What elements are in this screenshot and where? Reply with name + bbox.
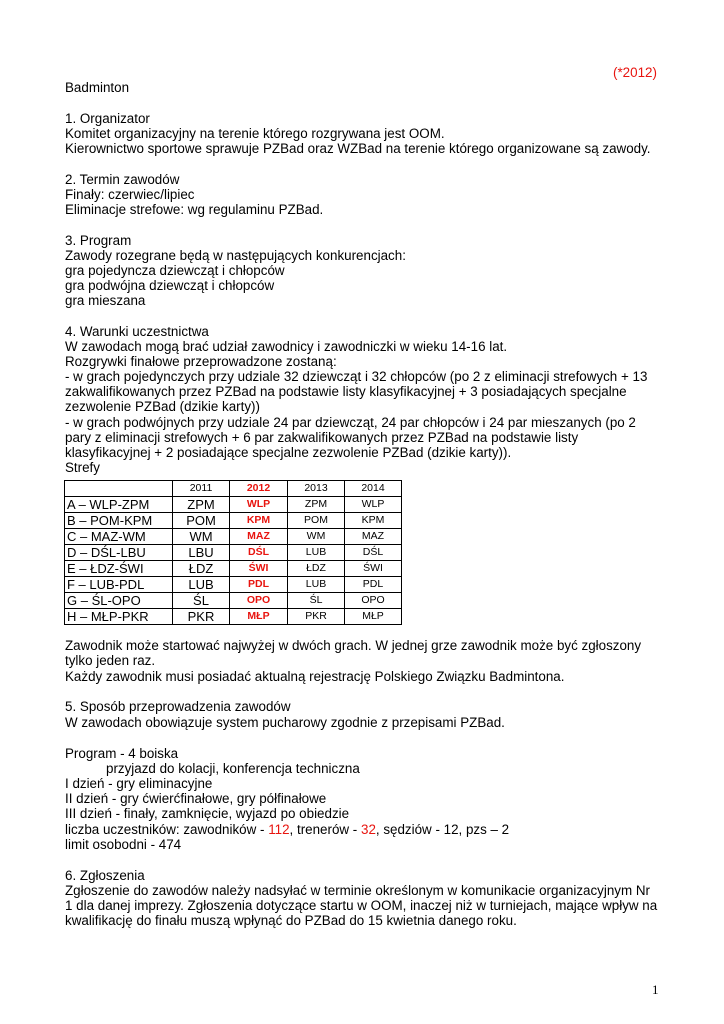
cell-2013: LUB xyxy=(288,577,345,593)
section-2-line-1: Finały: czerwiec/lipiec xyxy=(65,187,195,202)
section-6-heading: 6. Zgłoszenia xyxy=(65,868,145,883)
cell-2013: WM xyxy=(288,529,345,545)
section-3-line-1: Zawody rozegrane będą w następujących konkurencjach: xyxy=(65,248,406,263)
section-1-heading: 1. Organizator xyxy=(65,111,150,126)
cell-2014: MAZ xyxy=(345,529,402,545)
cell-2012: MAZ xyxy=(230,529,288,545)
cell-2011: ZPM xyxy=(173,497,230,513)
year-2014-header: 2014 xyxy=(345,481,402,497)
cell-2013: ZPM xyxy=(288,497,345,513)
cell-2014: WLP xyxy=(345,497,402,513)
zones-table xyxy=(64,480,402,625)
cell-2014: PDL xyxy=(345,577,402,593)
players-count: 112 xyxy=(268,822,290,837)
coaches-label: , trenerów - xyxy=(289,822,361,837)
day-2-line: II dzień - gry ćwierćfinałowe, gry półfinałowe xyxy=(65,791,327,806)
cell-2012: PDL xyxy=(230,577,288,593)
arrival-line: przyjazd do kolacji, konferencja techniczna xyxy=(106,761,360,776)
section-4-note-line: Zawodnik może startować najwyżej w dwóch grach. W jednej grze zawodnik może być zgłoszony xyxy=(65,638,642,653)
cell-2014: OPO xyxy=(345,593,402,609)
zone-name: D – DŚL-LBU xyxy=(65,545,173,561)
zone-header-cell xyxy=(65,481,173,497)
section-4-line: klasyfikacyjnej + 2 posiadające specjalne zezwolenie PZBad (dzikie karty)). xyxy=(65,445,512,460)
cell-2012: KPM xyxy=(230,513,288,529)
cell-2011: LBU xyxy=(173,545,230,561)
section-3-heading: 3. Program xyxy=(65,233,132,248)
section-5-line-1: W zawodach obowiązuje system pucharowy zgodnie z przepisami PZBad. xyxy=(65,715,505,730)
section-4-note-line: tylko jeden raz. xyxy=(65,653,156,668)
table-row xyxy=(65,513,402,529)
cell-2013: LUB xyxy=(288,545,345,561)
section-4-line: W zawodach mogą brać udział zawodnicy i zawodniczki w wieku 14-16 lat. xyxy=(65,339,508,354)
program-line: Program - 4 boiska xyxy=(65,746,179,761)
table-row xyxy=(65,497,402,513)
section-6-line-2: 1 dla danej imprezy. Zgłoszenia dotyczące startu w OOM, inaczej niż w turniejach, mające wpływ na xyxy=(65,898,658,913)
year-note: (*2012) xyxy=(613,65,657,80)
cell-2013: PKR xyxy=(288,609,345,625)
cell-2012: DŚL xyxy=(230,545,288,561)
table-row xyxy=(65,529,402,545)
table-row xyxy=(65,609,402,625)
cell-2013: ŚL xyxy=(288,593,345,609)
cell-2011: LUB xyxy=(173,577,230,593)
table-row xyxy=(65,593,402,609)
cell-2014: MŁP xyxy=(345,609,402,625)
year-2011-header: 2011 xyxy=(173,481,230,497)
year-2013-header: 2013 xyxy=(288,481,345,497)
cell-2011: ŁDZ xyxy=(173,561,230,577)
cell-2011: ŚL xyxy=(173,593,230,609)
section-4-line: zakwalifikowanych przez PZBad na podstawie listy klasyfikacyjnej + 3 posiadających specjalne xyxy=(65,384,627,399)
section-2-heading: 2. Termin zawodów xyxy=(65,172,180,187)
year-2012-header: 2012 xyxy=(230,481,288,497)
zone-name: E – ŁDZ-ŚWI xyxy=(65,561,173,577)
participants-label: liczba uczestników: zawodników - xyxy=(65,822,269,837)
table-row xyxy=(65,545,402,561)
cell-2014: ŚWI xyxy=(345,561,402,577)
document-title: Badminton xyxy=(65,80,130,95)
cell-2012: WLP xyxy=(230,497,288,513)
cell-2012: ŚWI xyxy=(230,561,288,577)
section-4-note-line: Każdy zawodnik musi posiadać aktualną rejestrację Polskiego Związku Badmintona. xyxy=(65,669,565,684)
section-3-line-2: gra pojedyncza dziewcząt i chłopców xyxy=(65,263,285,278)
zone-name: A – WLP-ZPM xyxy=(65,497,173,513)
zone-name: F – LUB-PDL xyxy=(65,577,173,593)
cell-2014: KPM xyxy=(345,513,402,529)
page-number: 1 xyxy=(652,982,659,997)
section-4-heading: 4. Warunki uczestnictwa xyxy=(65,324,209,339)
section-4-line: - w grach pojedynczych przy udziale 32 dziewcząt i 32 chłopców (po 2 z eliminacji strefowych + 13 xyxy=(65,369,648,384)
section-2-line-2: Eliminacje strefowe: wg regulaminu PZBad. xyxy=(65,202,324,217)
zones-table-header xyxy=(65,481,402,497)
zone-name: G – ŚL-OPO xyxy=(65,593,173,609)
section-5-heading: 5. Sposób przeprowadzenia zawodów xyxy=(65,699,291,714)
cell-2011: WM xyxy=(173,529,230,545)
section-4-line: pary z eliminacji strefowych + 6 par zakwalifikowanych przez PZBad na podstawie listy xyxy=(65,430,579,445)
section-1-line-1: Komitet organizacyjny na terenie którego rozgrywana jest OOM. xyxy=(65,126,445,141)
referees-label: , sędziów - 12, pzs – 2 xyxy=(375,822,510,837)
section-4-line: zezwolenie PZBad (dzikie karty)) xyxy=(65,399,260,414)
day-1-line: I dzień - gry eliminacyjne xyxy=(65,776,213,791)
zone-name: H – MŁP-PKR xyxy=(65,609,173,625)
day-3-line: III dzień - finały, zamknięcie, wyjazd po obiedzie xyxy=(65,806,350,821)
cell-2014: DŚL xyxy=(345,545,402,561)
limit-line: limit osobodni - 474 xyxy=(65,837,182,852)
cell-2013: POM xyxy=(288,513,345,529)
cell-2011: POM xyxy=(173,513,230,529)
cell-2013: ŁDZ xyxy=(288,561,345,577)
cell-2011: PKR xyxy=(173,609,230,625)
zones-label: Strefy xyxy=(65,460,100,475)
section-4-line: Rozgrywki finałowe przeprowadzone zostaną: xyxy=(65,354,337,369)
section-3-line-3: gra podwójna dziewcząt i chłopców xyxy=(65,278,275,293)
section-3-line-4: gra mieszana xyxy=(65,293,146,308)
section-6-line-3: kwalifikację do finału muszą wpłynąć do PZBad do 15 kwietnia danego roku. xyxy=(65,913,517,928)
cell-2012: OPO xyxy=(230,593,288,609)
zone-name: C – MAZ-WM xyxy=(65,529,173,545)
table-row xyxy=(65,577,402,593)
table-row xyxy=(65,561,402,577)
section-4-line: - w grach podwójnych przy udziale 24 par dziewcząt, 24 par chłopców i 24 par mieszanych (po 2 xyxy=(65,415,636,430)
cell-2012: MŁP xyxy=(230,609,288,625)
section-1-line-2: Kierownictwo sportowe sprawuje PZBad oraz WZBad na terenie którego organizowane są zawody. xyxy=(65,141,651,156)
participants-line xyxy=(65,822,509,837)
coaches-count: 32 xyxy=(361,822,376,837)
section-6-line-1: Zgłoszenie do zawodów należy nadsyłać w terminie określonym w komunikacie organizacyjnym Nr xyxy=(65,883,650,898)
zone-name: B – POM-KPM xyxy=(65,513,173,529)
